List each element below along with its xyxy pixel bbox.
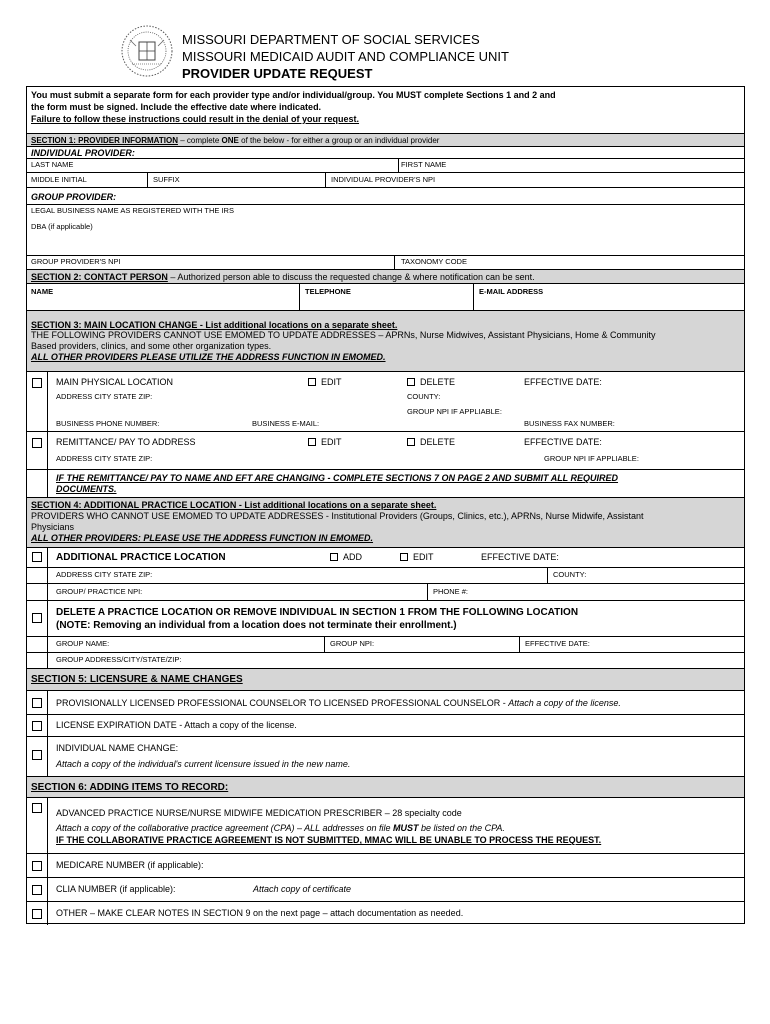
additional-address-field[interactable]: ADDRESS CITY STATE ZIP: (56, 570, 153, 579)
contact-row[interactable] (27, 283, 744, 310)
delete-location-checkbox[interactable] (32, 613, 42, 623)
main-delete-label: DELETE (420, 377, 456, 387)
name-change-checkbox[interactable] (32, 750, 42, 760)
delete-group-row[interactable] (27, 636, 744, 652)
section-2-note: – Authorized person able to discuss the requested change & where notification can be sent. (167, 272, 535, 282)
remittance-warning-1: IF THE REMITTANCE/ PAY TO NAME AND EFT ARE CHANGING - COMPLETE SECTIONS 7 ON PAGE 2 AND SUBMIT ALL REQUIRED (56, 473, 619, 483)
suffix-field[interactable]: SUFFIX (153, 175, 180, 184)
delete-group-name-field[interactable]: GROUP NAME: (56, 639, 110, 648)
main-phone-field[interactable]: BUSINESS PHONE NUMBER: (56, 419, 160, 428)
additional-add-checkbox[interactable] (330, 553, 338, 561)
intro-line-1: You must submit a separate form for each provider type and/or individual/group. You MUST complete Sections 1 and 2 and (31, 90, 556, 100)
delete-location-row (27, 600, 744, 636)
delete-effective-date-field[interactable]: EFFECTIVE DATE: (525, 639, 590, 648)
section-4-header (27, 497, 744, 547)
contact-name-field[interactable]: NAME (31, 287, 54, 296)
delete-address-row[interactable] (27, 652, 744, 668)
additional-edit-checkbox[interactable] (400, 553, 408, 561)
name-row[interactable] (27, 158, 744, 172)
clia-row (27, 877, 744, 901)
name-change-label: INDIVIDUAL NAME CHANGE: (56, 743, 179, 753)
group-provider-row (27, 187, 744, 204)
section-1-header (27, 133, 744, 146)
cpa-note-post: be listed on the CPA. (418, 823, 505, 833)
additional-location-label: ADDITIONAL PRACTICE LOCATION (56, 552, 226, 563)
dba-field[interactable]: DBA (if applicable) (31, 222, 93, 231)
main-location-checkbox[interactable] (32, 378, 42, 388)
contact-telephone-field[interactable]: TELEPHONE (305, 287, 351, 296)
delete-location-line-1: DELETE A PRACTICE LOCATION OR REMOVE INDIVIDUAL IN SECTION 1 FROM THE FOLLOWING LOCATION (56, 607, 579, 618)
remit-delete-checkbox[interactable] (407, 438, 415, 446)
cpa-note-pre: Attach a copy of the collaborative practice agreement (CPA) – ALL addresses on file (56, 823, 394, 833)
delete-location-line-2: (NOTE: Removing an individual from a location does not terminate their enrollment.) (56, 620, 457, 631)
group-npi-field[interactable]: GROUP PROVIDER'S NPI (31, 257, 121, 266)
additional-edit-label: EDIT (413, 552, 434, 562)
individual-provider-label: INDIVIDUAL PROVIDER: (31, 148, 135, 158)
section-1-title: SECTION 1: PROVIDER INFORMATION (31, 136, 178, 145)
remittance-checkbox[interactable] (32, 438, 42, 448)
contact-email-field[interactable]: E-MAIL ADDRESS (479, 287, 544, 296)
main-edit-checkbox[interactable] (308, 378, 316, 386)
section-4-line-2: Physicians (31, 522, 75, 532)
remittance-warning-2: DOCUMENTS. (56, 484, 117, 494)
main-group-npi-field[interactable]: GROUP NPI IF APPLIABLE: (407, 407, 502, 416)
medicare-number-field[interactable]: MEDICARE NUMBER (if applicable): (56, 860, 204, 870)
section-1-note-pre: – complete (177, 136, 222, 145)
intro-line-2: the form must be signed. Include the effective date where indicated. (31, 102, 322, 112)
main-edit-label: EDIT (321, 377, 342, 387)
section-2-title: SECTION 2: CONTACT PERSON (31, 272, 168, 282)
group-provider-label: GROUP PROVIDER: (31, 192, 117, 202)
remittance-block (27, 431, 744, 469)
individual-provider-row (27, 146, 744, 158)
license-expiration-label: LICENSE EXPIRATION DATE - Attach a copy of the license. (56, 720, 297, 730)
main-location-block (27, 371, 744, 431)
other-row (27, 901, 744, 925)
intro-line-3: Failure to follow these instructions could result in the denial of your request. (31, 114, 360, 124)
additional-phone-field[interactable]: PHONE #: (433, 587, 469, 596)
aprn-label: ADVANCED PRACTICE NURSE/NURSE MIDWIFE MEDICATION PRESCRIBER – 28 specialty code (56, 808, 462, 818)
additional-county-field[interactable]: COUNTY: (553, 570, 587, 579)
main-address-field[interactable]: ADDRESS CITY STATE ZIP: (56, 392, 153, 401)
main-fax-field[interactable]: BUSINESS FAX NUMBER: (524, 419, 615, 428)
delete-group-npi-field[interactable]: GROUP NPI: (330, 639, 375, 648)
section-2-header (27, 269, 744, 283)
remittance-warning-row (27, 469, 744, 497)
main-county-field[interactable]: COUNTY: (407, 392, 441, 401)
section-3-title: SECTION 3: MAIN LOCATION CHANGE - List additional locations on a separate sheet. (31, 320, 398, 330)
first-name-field[interactable]: FIRST NAME (401, 160, 447, 169)
remit-address-field[interactable]: ADDRESS CITY STATE ZIP: (56, 454, 153, 463)
provider-update-form (26, 86, 745, 924)
clia-number-field[interactable]: CLIA NUMBER (if applicable): (56, 884, 176, 894)
license-expiration-checkbox[interactable] (32, 721, 42, 731)
clia-note: Attach copy of certificate (253, 884, 352, 894)
name-change-note: Attach a copy of the individual's current licensure issued in the new name. (56, 759, 351, 769)
main-email-field[interactable]: BUSINESS E-MAIL: (252, 419, 320, 428)
additional-location-checkbox[interactable] (32, 552, 42, 562)
remit-edit-checkbox[interactable] (308, 438, 316, 446)
additional-address-row[interactable] (27, 567, 744, 583)
middle-initial-field[interactable]: MIDDLE INITIAL (31, 175, 87, 184)
group-npi-row[interactable] (27, 255, 744, 269)
section-3-header (27, 310, 744, 371)
other-label: OTHER – MAKE CLEAR NOTES IN SECTION 9 on the next page – attach documentation as needed. (56, 908, 464, 918)
additional-location-row (27, 547, 744, 567)
section-5-title: SECTION 5: LICENSURE & NAME CHANGES (31, 674, 243, 685)
remit-delete-label: DELETE (420, 437, 456, 447)
additional-npi-field[interactable]: GROUP/ PRACTICE NPI: (56, 587, 143, 596)
form-header (118, 22, 678, 82)
section-4-line-3: ALL OTHER PROVIDERS: PLEASE USE THE ADDRESS FUNCTION IN EMOMED. (31, 533, 374, 543)
legal-name-row[interactable] (27, 204, 744, 237)
section-1-note-post: of the below - for either a group or an individual provider (238, 136, 440, 145)
section-1-note-bold: ONE (221, 136, 239, 145)
last-name-field[interactable]: LAST NAME (31, 160, 74, 169)
provisional-row (27, 690, 744, 714)
provisional-checkbox[interactable] (32, 698, 42, 708)
section-3-line-1: THE FOLLOWING PROVIDERS CANNOT USE EMOMED TO UPDATE ADDRESSES – APRNs, Nurse Midwives, Assistant Physicians, Home & Community (31, 330, 656, 340)
legal-business-name-field[interactable]: LEGAL BUSINESS NAME AS REGISTERED WITH THE IRS (31, 206, 234, 215)
section-4-title: SECTION 4: ADDITIONAL PRACTICE LOCATION - List additional locations on a separate sheet. (31, 500, 437, 510)
remit-edit-label: EDIT (321, 437, 342, 447)
additional-effective-date-field[interactable]: EFFECTIVE DATE: (481, 552, 559, 562)
main-delete-checkbox[interactable] (407, 378, 415, 386)
header-form-title: PROVIDER UPDATE REQUEST (182, 66, 373, 81)
main-effective-date-field[interactable]: EFFECTIVE DATE: (524, 377, 602, 387)
additional-npi-row[interactable] (27, 583, 744, 600)
section-6-title: SECTION 6: ADDING ITEMS TO RECORD: (31, 782, 229, 793)
remit-effective-date-field[interactable]: EFFECTIVE DATE: (524, 437, 602, 447)
aprn-checkbox[interactable] (32, 803, 42, 813)
additional-add-label: ADD (343, 552, 363, 562)
section-6-header (27, 776, 744, 797)
other-checkbox[interactable] (32, 909, 42, 919)
delete-group-address-field[interactable]: GROUP ADDRESS/CITY/STATE/ZIP: (56, 655, 182, 664)
middle-row[interactable] (27, 172, 744, 187)
section-4-line-1: PROVIDERS WHO CANNOT USE EMOMED TO UPDATE ADDRESSES - Institutional Providers (Groups, Clinics, etc.), APRNs, Nurse Midwife, Assistant (31, 511, 644, 521)
aprn-row (27, 797, 744, 853)
section-3-line-3: ALL OTHER PROVIDERS PLEASE UTILIZE THE ADDRESS FUNCTION IN EMOMED. (31, 352, 386, 362)
section-5-header (27, 668, 744, 690)
remit-group-npi-field[interactable]: GROUP NPI IF APPLIABLE: (544, 454, 639, 463)
provisional-note: Attach a copy of the license. (508, 698, 621, 708)
cpa-note-must: MUST (393, 823, 419, 833)
cpa-warning: IF THE COLLABORATIVE PRACTICE AGREEMENT IS NOT SUBMITTED, MMAC WILL BE UNABLE TO PROCESS THE REQUEST. (56, 835, 602, 845)
section-3-line-2: Based providers, clinics, and some other organization types. (31, 341, 272, 351)
clia-checkbox[interactable] (32, 885, 42, 895)
state-seal-icon (120, 24, 174, 78)
main-location-label: MAIN PHYSICAL LOCATION (56, 377, 174, 387)
license-expiration-row (27, 714, 744, 736)
individual-npi-field[interactable]: INDIVIDUAL PROVIDER'S NPI (331, 175, 436, 184)
medicare-row (27, 853, 744, 877)
remittance-label: REMITTANCE/ PAY TO ADDRESS (56, 437, 196, 447)
provisional-label: PROVISIONALLY LICENSED PROFESSIONAL COUNSELOR TO LICENSED PROFESSIONAL COUNSELOR - (56, 698, 509, 708)
header-unit: MISSOURI MEDICAID AUDIT AND COMPLIANCE UNIT (182, 49, 509, 64)
header-dept: MISSOURI DEPARTMENT OF SOCIAL SERVICES (182, 32, 480, 47)
taxonomy-code-field[interactable]: TAXONOMY CODE (401, 257, 467, 266)
medicare-checkbox[interactable] (32, 861, 42, 871)
name-change-row (27, 736, 744, 776)
